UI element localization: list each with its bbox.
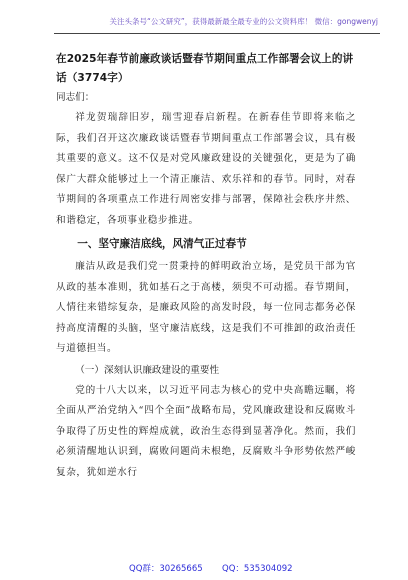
- document-body: [56, 50, 356, 483]
- salutation: 同志们：: [56, 92, 95, 103]
- intro-paragraph: 祥龙贺瑞辞旧岁，瑞雪迎春启新程。在新春佳节即将来临之际，我们召开这次廉政谈话暨春节期间重点工作部署会议，具有极其重要的意义。这不仅是对党风廉政建设的关键强化，更是为了确保广大群众能够过上一个清正廉洁、欢乐祥和的春节。同时，对春节期间的各项重点工作进行周密安排与部署，保障社会秩序井然、和谐稳定，各项事业稳步推进。: [56, 112, 356, 226]
- header-divider: [54, 33, 380, 34]
- document-title: 在2025年春节前廉政谈话暨春节期间重点工作部署会议上的讲话（3774字）: [56, 53, 354, 84]
- subsection-heading-1: （一）深刻认识廉政建设的重要性: [75, 364, 220, 376]
- footer-qq-group: QQ群：30265665: [129, 564, 203, 574]
- section-1-paragraph: 廉洁从政是我们党一贯秉持的鲜明政治立场，是党员干部为官从政的基本准则，犹如基石之于高楼，须臾不可动摇。春节期间，人情往来错综复杂，是廉政风险的高发时段，每一位同志都务必保持高度清醒的头脑，坚守廉洁底线，这是我们不可推卸的政治责任与道德担当。: [56, 261, 356, 354]
- subsection-1-paragraph: 党的十八大以来，以习近平同志为核心的党中央高瞻远瞩，将全面从严治党纳入“四个全面”战略布局，党风廉政建设和反腐败斗争取得了历史性的辉煌成就，政治生态得到显著净化。然而，我们必须清醒地认识到，腐败问题尚未根绝，反腐败斗争形势依然严峻复杂，犹如逆水行: [56, 384, 356, 478]
- section-heading-1: 一、坚守廉洁底线，风清气正过春节: [77, 238, 247, 250]
- footer-qq-contact: QQ：535304092: [222, 564, 293, 574]
- header-banner: 关注头条号“公文研究”，获得最新最全最专业的公文资料库！ 微信：gongwenyj: [109, 17, 378, 26]
